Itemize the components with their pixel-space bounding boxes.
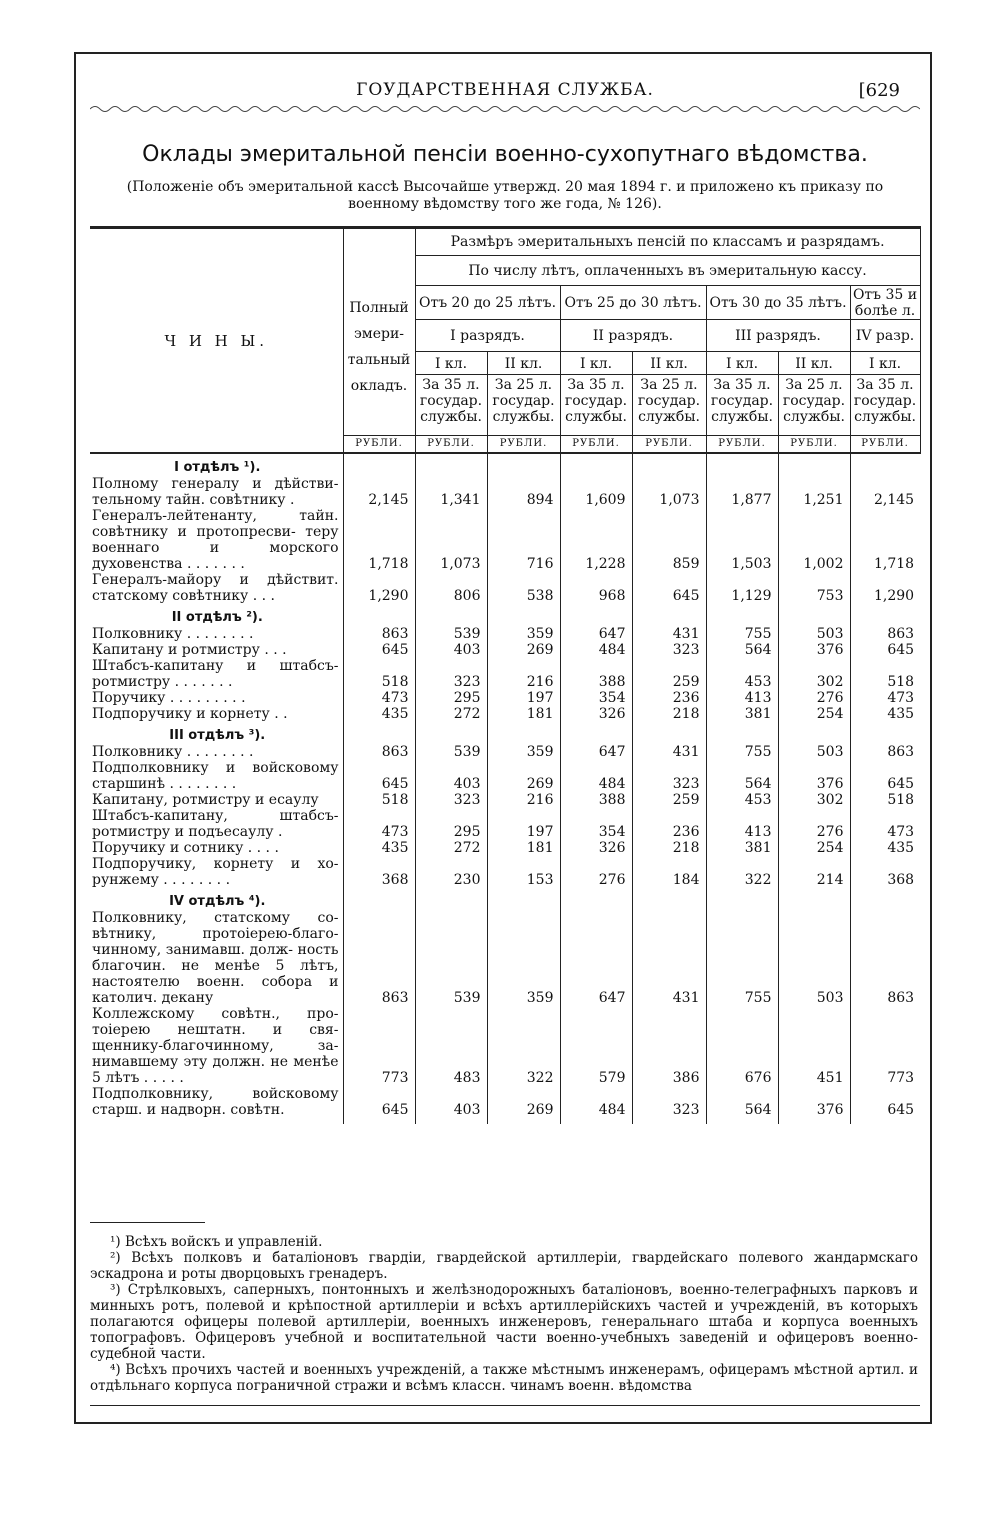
- empty-cell: [778, 722, 850, 744]
- table-row: [90, 760, 920, 792]
- value-cell: 376: [778, 1086, 850, 1118]
- value-cell: 863: [850, 626, 920, 642]
- value-cell: 753: [778, 572, 850, 604]
- header-class: I кл.: [561, 352, 632, 375]
- value-cell: 276: [778, 808, 850, 840]
- header-unit: РУБЛИ.: [850, 436, 920, 454]
- value-cell: 647: [560, 910, 632, 1006]
- value-cell: 181: [487, 840, 560, 856]
- value-cell: 403: [415, 1086, 487, 1118]
- value-cell: 359: [487, 744, 560, 760]
- empty-cell: [706, 888, 778, 910]
- value-cell: 413: [706, 808, 778, 840]
- empty-cell: [487, 453, 560, 476]
- value-cell: 1,129: [706, 572, 778, 604]
- header-period: Отъ 30 до 35 лѣтъ.: [706, 286, 850, 320]
- empty-cell: [415, 453, 487, 476]
- rank-cell: Коллежскому совѣтн., про- тоіерею нештатн. и свя- щеннику-благочинному, за- нимавшему эту должн. не менѣе 5 лѣтъ . . . . .: [92, 1006, 339, 1086]
- value-cell: 218: [632, 706, 706, 722]
- value-cell: 326: [560, 840, 632, 856]
- header-class: II кл.: [488, 352, 560, 375]
- value-cell: 755: [706, 626, 778, 642]
- header-service: За 35 л. государ. службы.: [564, 377, 628, 425]
- table-row: [90, 706, 920, 722]
- value-cell: 359: [487, 626, 560, 642]
- table-row: [90, 658, 920, 690]
- empty-cell: [850, 453, 920, 476]
- page-number: [629: [858, 80, 900, 101]
- value-cell: 863: [343, 744, 415, 760]
- value-cell: 214: [778, 856, 850, 888]
- header-grade: II разрядъ.: [560, 320, 706, 352]
- empty-cell: [90, 1118, 343, 1124]
- empty-cell: [343, 453, 415, 476]
- value-cell: 295: [415, 690, 487, 706]
- value-cell: 863: [343, 626, 415, 642]
- value-cell: 755: [706, 910, 778, 1006]
- empty-cell: [560, 888, 632, 910]
- rank-cell: Подполковнику и войсковому старшинѣ . . . . . . . .: [92, 760, 339, 792]
- table-row: [90, 642, 920, 658]
- value-cell: 359: [487, 910, 560, 1006]
- table-row: [90, 856, 920, 888]
- value-cell: 184: [632, 856, 706, 888]
- value-cell: 564: [706, 760, 778, 792]
- value-cell: 435: [850, 706, 920, 722]
- value-cell: 539: [415, 626, 487, 642]
- rank-cell: Полковнику . . . . . . . .: [92, 626, 254, 642]
- value-cell: 676: [706, 1006, 778, 1086]
- header-service: За 25 л. государ. службы.: [637, 377, 701, 425]
- header-unit: РУБЛИ.: [560, 436, 632, 454]
- value-cell: 216: [487, 792, 560, 808]
- header-subgroup: По числу лѣтъ, оплаченныхъ въ эмеритальную кассу.: [415, 256, 920, 286]
- section-row: [90, 604, 920, 626]
- value-cell: 295: [415, 808, 487, 840]
- rank-cell: Капитану и ротмистру . . .: [92, 642, 287, 658]
- value-cell: 647: [560, 744, 632, 760]
- header-grade: IV разр.: [850, 320, 920, 352]
- header-class-cell: [415, 352, 487, 436]
- value-cell: 1,073: [415, 508, 487, 572]
- value-cell: 381: [706, 840, 778, 856]
- header-unit: РУБЛИ.: [487, 436, 560, 454]
- header-total: Полный эмери- тальный окладъ.: [343, 228, 415, 436]
- empty-cell: [560, 1118, 632, 1124]
- footnote: ⁴) Всѣхъ прочихъ частей и военныхъ учрежденій, а также мѣстнымъ инженерамъ, офицерамъ мѣстной артил. и отдѣльнаго корпуса пограничной стражи и всѣмъ классн. чинамъ военн. вѣдомства: [90, 1362, 918, 1394]
- value-cell: 153: [487, 856, 560, 888]
- value-cell: 716: [487, 508, 560, 572]
- value-cell: 863: [850, 910, 920, 1006]
- value-cell: 1,002: [778, 508, 850, 572]
- value-cell: 218: [632, 840, 706, 856]
- empty-cell: [487, 1118, 560, 1124]
- value-cell: 435: [343, 840, 415, 856]
- empty-cell: [415, 1118, 487, 1124]
- value-cell: 473: [850, 690, 920, 706]
- value-cell: 453: [706, 792, 778, 808]
- value-cell: 539: [415, 744, 487, 760]
- value-cell: 645: [850, 642, 920, 658]
- header-service: За 35 л. государ. службы.: [853, 377, 917, 425]
- value-cell: 1,503: [706, 508, 778, 572]
- rank-cell: Генералъ-лейтенанту, тайн. совѣтнику и протопресви- теру военнаго и морского духовенства . . . . . . .: [92, 508, 339, 572]
- value-cell: 773: [850, 1006, 920, 1086]
- value-cell: 473: [343, 808, 415, 840]
- value-cell: 484: [560, 760, 632, 792]
- value-cell: 518: [343, 658, 415, 690]
- empty-cell: [632, 722, 706, 744]
- value-cell: 322: [487, 1006, 560, 1086]
- header-grade: III разрядъ.: [706, 320, 850, 352]
- value-cell: 302: [778, 792, 850, 808]
- value-cell: 272: [415, 840, 487, 856]
- header-unit: РУБЛИ.: [706, 436, 778, 454]
- value-cell: 216: [487, 658, 560, 690]
- value-cell: 403: [415, 760, 487, 792]
- running-header: [90, 80, 920, 104]
- empty-cell: [778, 604, 850, 626]
- section-title: III отдѣлъ ³).: [169, 728, 266, 743]
- value-cell: 1,251: [778, 476, 850, 508]
- value-cell: 272: [415, 706, 487, 722]
- empty-cell: [415, 888, 487, 910]
- empty-cell: [487, 888, 560, 910]
- header-service: За 25 л. государ. службы.: [492, 377, 555, 425]
- empty-cell: [632, 453, 706, 476]
- empty-cell: [415, 604, 487, 626]
- header-class-cell: [778, 352, 850, 436]
- value-cell: 323: [415, 792, 487, 808]
- value-cell: 388: [560, 658, 632, 690]
- value-cell: 1,290: [343, 572, 415, 604]
- value-cell: 579: [560, 1006, 632, 1086]
- table-row: [90, 1006, 920, 1086]
- header-class-cell: [706, 352, 778, 436]
- value-cell: 1,718: [850, 508, 920, 572]
- table-row: [90, 1086, 920, 1118]
- rank-cell: Капитану, ротмистру и есаулу: [92, 792, 319, 808]
- rank-cell: Поручику . . . . . . . . .: [92, 690, 246, 706]
- rank-cell: Генералъ-майору и дѣйствит. статскому совѣтнику . . .: [92, 572, 339, 604]
- value-cell: 645: [850, 760, 920, 792]
- value-cell: 413: [706, 690, 778, 706]
- empty-cell: [632, 888, 706, 910]
- value-cell: 376: [778, 760, 850, 792]
- header-service: За 35 л. государ. службы.: [419, 377, 483, 425]
- value-cell: 755: [706, 744, 778, 760]
- empty-cell: [487, 604, 560, 626]
- empty-cell: [778, 888, 850, 910]
- value-cell: 645: [632, 572, 706, 604]
- value-cell: 773: [343, 1006, 415, 1086]
- section-row: [90, 722, 920, 744]
- value-cell: 503: [778, 744, 850, 760]
- bottom-rule: [90, 1405, 920, 1406]
- value-cell: 806: [415, 572, 487, 604]
- value-cell: 473: [343, 690, 415, 706]
- value-cell: 197: [487, 808, 560, 840]
- empty-cell: [850, 888, 920, 910]
- value-cell: 197: [487, 690, 560, 706]
- value-cell: 431: [632, 744, 706, 760]
- value-cell: 518: [343, 792, 415, 808]
- header-period: Отъ 35 и болѣе л.: [850, 286, 920, 320]
- header-unit: РУБЛИ.: [778, 436, 850, 454]
- value-cell: 473: [850, 808, 920, 840]
- value-cell: 859: [632, 508, 706, 572]
- empty-cell: [706, 453, 778, 476]
- rank-cell: Штабсъ-капитану и штабсъ- ротмистру . . . . . . .: [92, 658, 339, 690]
- table-row: [90, 840, 920, 856]
- table-row: [90, 744, 920, 760]
- value-cell: 269: [487, 1086, 560, 1118]
- value-cell: 376: [778, 642, 850, 658]
- value-cell: 518: [850, 792, 920, 808]
- page-subtitle: (Положеніе объ эмеритальной кассѣ Высочайше утвержд. 20 мая 1894 г. и приложено къ приказу по военному вѣдомству того же года, № 126).: [126, 179, 884, 212]
- value-cell: 259: [632, 658, 706, 690]
- section-title: I отдѣлъ ¹).: [174, 460, 261, 475]
- table-row: [90, 508, 920, 572]
- value-cell: 538: [487, 572, 560, 604]
- empty-cell: [560, 453, 632, 476]
- value-cell: 181: [487, 706, 560, 722]
- empty-cell: [850, 722, 920, 744]
- value-cell: 381: [706, 706, 778, 722]
- table-row: [90, 572, 920, 604]
- empty-cell: [706, 1118, 778, 1124]
- value-cell: 1,718: [343, 508, 415, 572]
- value-cell: 968: [560, 572, 632, 604]
- value-cell: 276: [778, 690, 850, 706]
- value-cell: 894: [487, 476, 560, 508]
- rank-cell: Подпоручику, корнету и хо- рунжему . . . . . . . .: [92, 856, 339, 888]
- value-cell: 323: [632, 642, 706, 658]
- value-cell: 863: [343, 910, 415, 1006]
- rank-cell: Полковнику . . . . . . . .: [92, 744, 254, 760]
- value-cell: 354: [560, 690, 632, 706]
- value-cell: 322: [706, 856, 778, 888]
- value-cell: 539: [415, 910, 487, 1006]
- empty-cell: [706, 722, 778, 744]
- footnote: ³) Стрѣлковыхъ, саперныхъ, понтонныхъ и желѣзнодорожныхъ баталіоновъ, военно-телеграфныхъ парковъ и минныхъ ротъ, полевой и крѣпостной артиллеріи и всѣхъ артиллерійскихъ частей и учрежденій, въ которыхъ полагаются офицеры полевой артиллеріи, военныхъ инженеровъ, генеральнаго штаба и корпуса военныхъ топографовъ. Офицеровъ учебной и воспитательной части военно-учебныхъ заведеній и офицеровъ военно-судебной части.: [90, 1282, 918, 1362]
- header-period: Отъ 20 до 25 лѣтъ.: [415, 286, 560, 320]
- value-cell: 368: [343, 856, 415, 888]
- value-cell: 451: [778, 1006, 850, 1086]
- value-cell: 323: [415, 658, 487, 690]
- footnote-separator: [90, 1222, 205, 1223]
- empty-cell: [343, 1118, 415, 1124]
- header-class: II кл.: [779, 352, 850, 375]
- rank-cell: Поручику и сотнику . . . .: [92, 840, 279, 856]
- value-cell: 1,290: [850, 572, 920, 604]
- header-class-cell: [850, 352, 920, 436]
- value-cell: 1,877: [706, 476, 778, 508]
- empty-cell: [706, 604, 778, 626]
- header-period: Отъ 25 до 30 лѣтъ.: [560, 286, 706, 320]
- table-body: [90, 453, 920, 1124]
- ornamental-rule: [90, 104, 920, 114]
- value-cell: 236: [632, 690, 706, 706]
- value-cell: 564: [706, 1086, 778, 1118]
- value-cell: 484: [560, 642, 632, 658]
- value-cell: 431: [632, 910, 706, 1006]
- empty-cell: [778, 1118, 850, 1124]
- section-title: II отдѣлъ ²).: [171, 610, 263, 625]
- pension-table: [90, 226, 921, 1124]
- value-cell: 326: [560, 706, 632, 722]
- header-class: I кл.: [851, 352, 920, 375]
- rank-cell: Подпоручику и корнету . .: [92, 706, 288, 722]
- value-cell: 1,228: [560, 508, 632, 572]
- header-service: За 35 л. государ. службы.: [710, 377, 774, 425]
- value-cell: 435: [343, 706, 415, 722]
- footnote: ¹) Всѣхъ войскъ и управленій.: [110, 1234, 323, 1250]
- value-cell: 323: [632, 760, 706, 792]
- rank-cell: Полному генералу и дѣйстви- тельному тайн. совѣтнику .: [92, 476, 339, 508]
- empty-cell: [778, 453, 850, 476]
- value-cell: 453: [706, 658, 778, 690]
- header-class: I кл.: [707, 352, 778, 375]
- value-cell: 236: [632, 808, 706, 840]
- table-row: [90, 626, 920, 642]
- header-class-cell: [560, 352, 632, 436]
- header-unit: РУБЛИ.: [343, 436, 415, 454]
- rank-cell: Штабсъ-капитану, штабсъ- ротмистру и подъесаулу .: [92, 808, 339, 840]
- empty-cell: [632, 604, 706, 626]
- running-title: ГОУДАРСТВЕННАЯ СЛУЖБА.: [356, 80, 654, 100]
- section-row: [90, 888, 920, 910]
- value-cell: 503: [778, 910, 850, 1006]
- empty-cell: [850, 604, 920, 626]
- value-cell: 483: [415, 1006, 487, 1086]
- value-cell: 254: [778, 840, 850, 856]
- value-cell: 431: [632, 626, 706, 642]
- table-row: [90, 792, 920, 808]
- empty-cell: [343, 722, 415, 744]
- value-cell: 645: [343, 760, 415, 792]
- table-row: [90, 690, 920, 706]
- filler-row: [90, 1118, 920, 1124]
- table-row: [90, 910, 920, 1006]
- value-cell: 484: [560, 1086, 632, 1118]
- header-service: За 25 л. государ. службы.: [782, 377, 846, 425]
- header-ranks: Ч И Н Ы.: [90, 228, 343, 454]
- empty-cell: [343, 604, 415, 626]
- value-cell: 645: [343, 1086, 415, 1118]
- table-header: [90, 228, 920, 454]
- empty-cell: [343, 888, 415, 910]
- value-cell: 647: [560, 626, 632, 642]
- value-cell: 302: [778, 658, 850, 690]
- value-cell: 388: [560, 792, 632, 808]
- header-grade: I разрядъ.: [415, 320, 560, 352]
- empty-cell: [632, 1118, 706, 1124]
- value-cell: 1,609: [560, 476, 632, 508]
- header-unit: РУБЛИ.: [632, 436, 706, 454]
- section-row: [90, 453, 920, 476]
- value-cell: 518: [850, 658, 920, 690]
- empty-cell: [560, 722, 632, 744]
- value-cell: 276: [560, 856, 632, 888]
- empty-cell: [487, 722, 560, 744]
- value-cell: 323: [632, 1086, 706, 1118]
- table-row: [90, 808, 920, 840]
- value-cell: 645: [850, 1086, 920, 1118]
- page-title: Оклады эмеритальной пенсіи военно-сухопутнаго вѣдомства.: [142, 142, 868, 167]
- value-cell: 1,341: [415, 476, 487, 508]
- value-cell: 1,073: [632, 476, 706, 508]
- value-cell: 354: [560, 808, 632, 840]
- table-row: [90, 476, 920, 508]
- empty-cell: [415, 722, 487, 744]
- footnotes: [90, 1234, 918, 1394]
- empty-cell: [560, 604, 632, 626]
- value-cell: 368: [850, 856, 920, 888]
- header-class: I кл.: [416, 352, 487, 375]
- header-group: Размѣръ эмеритальныхъ пенсій по классамъ и разрядамъ.: [415, 228, 920, 256]
- value-cell: 863: [850, 744, 920, 760]
- value-cell: 386: [632, 1006, 706, 1086]
- header-class-cell: [487, 352, 560, 436]
- value-cell: 269: [487, 760, 560, 792]
- header-class: II кл.: [633, 352, 706, 375]
- empty-cell: [850, 1118, 920, 1124]
- value-cell: 564: [706, 642, 778, 658]
- value-cell: 259: [632, 792, 706, 808]
- header-class-cell: [632, 352, 706, 436]
- value-cell: 403: [415, 642, 487, 658]
- header-unit: РУБЛИ.: [415, 436, 487, 454]
- value-cell: 435: [850, 840, 920, 856]
- value-cell: 503: [778, 626, 850, 642]
- value-cell: 2,145: [343, 476, 415, 508]
- footnote: ²) Всѣхъ полковъ и баталіоновъ гвардіи, гвардейской артиллеріи, гвардейскаго полевого жандармскаго эскадрона и роты дворцовыхъ гренадеръ.: [90, 1250, 918, 1282]
- value-cell: 254: [778, 706, 850, 722]
- value-cell: 230: [415, 856, 487, 888]
- rank-cell: Полковнику, статскому со- вѣтнику, протоіерею-благо- чинному, занимавш. долж- ность благочин. не менѣе 5 лѣтъ, настоятелю военн. собора и католич. декану: [92, 910, 339, 1006]
- section-title: IV отдѣлъ ⁴).: [169, 894, 266, 909]
- value-cell: 2,145: [850, 476, 920, 508]
- value-cell: 269: [487, 642, 560, 658]
- rank-cell: Подполковнику, войсковому старш. и надворн. совѣтн.: [92, 1086, 339, 1118]
- value-cell: 645: [343, 642, 415, 658]
